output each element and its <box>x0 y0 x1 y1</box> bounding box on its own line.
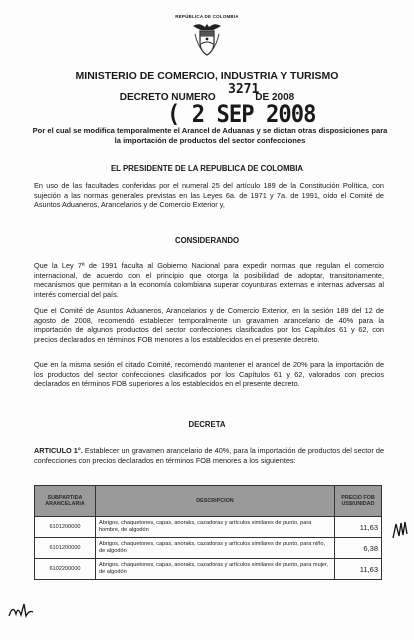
table-header-row <box>35 486 382 517</box>
header-subpartida: SUBPARTIDA ARANCELARIA <box>35 486 96 517</box>
tariff-table <box>34 485 382 580</box>
row-description: Abrigos, chaquetones, capas, anoraks, cazadoras y artículos similares de punto, para niño, de algodón <box>96 538 335 559</box>
row-code: 6102200000 <box>35 559 96 580</box>
article-1 <box>34 446 384 465</box>
table-row <box>35 538 382 559</box>
table-row <box>35 559 382 580</box>
decree-year: DE 2008 <box>255 92 295 103</box>
header-descripcion: DESCRIPCION <box>96 486 335 517</box>
header-precio: PRECIO FOB US$/UNIDAD <box>335 486 382 517</box>
considerando-paragraph-3: Que en la misma sesión el citado Comité, recomendó mantener el arancel de 20% para la importación de los productos del sector confecciones clasificados por los Capítulos 61 y 62, valorados con precios declarados en términos FOB superiores a los establecidos en el presente decreto. <box>34 360 384 389</box>
row-description: Abrigos, chaquetones, capas, anoraks, cazadoras y artículos similares de punto, para mujer, de algodón <box>96 559 335 580</box>
decree-prefix: DECRETO NUMERO <box>119 92 216 103</box>
handwritten-initial-mark <box>392 520 408 540</box>
decree-purpose: Por el cual se modifica temporalmente el Arancel de Aduanas y se dictan otras disposiciones para la importación de productos del sector confecciones <box>32 126 388 145</box>
table-row <box>35 517 382 538</box>
considerando-paragraph-1: Que la Ley 7ª de 1991 faculta al Gobierno Nacional para expedir normas que regulan el comercio internacional, de acuerdo con el principio que otorga la posibilidad de adoptar, transitoriamente, mecanismos que permitan a la economía colombiana superar coyunturas externas e internas adversas al interés comercial del país. <box>34 261 384 299</box>
row-price: 6,38 <box>335 538 382 559</box>
considerando-paragraph-2: Que el Comité de Asuntos Aduaneros, Arancelarios y de Comercio Exterior, en la sesión 189 del 12 de agosto de 2008, recomendó establecer temporalmente un gravamen arancelario de 40% para la importación de algunos productos del sector confecciones clasificados por los Capítulos 61 y 62, con precios declarados en términos FOB menores a los establecidos en el presente decreto. <box>34 306 384 344</box>
row-description: Abrigos, chaquetones, capas, anoraks, cazadoras y artículos similares de punto, para hombre, de algodón <box>96 517 335 538</box>
date-stamp: ( 2 SEP 2008 <box>167 100 316 128</box>
coat-of-arms-icon <box>191 22 223 58</box>
row-price: 11,63 <box>335 559 382 580</box>
decreta-heading: DECRETA <box>188 420 226 429</box>
decree-number: 3271 <box>228 82 260 97</box>
handwritten-initial-mark <box>8 600 34 620</box>
intro-paragraph: En uso de las facultades conferidas por el numeral 25 del artículo 189 de la Constitución Política, con sujeción a las normas generales previstas en las Leyes 6a. de 1971 y 7a. de 1991, oído el Comité de Asuntos Aduaneros, Arancelarios y de Comercio Exterior y, <box>34 181 384 210</box>
article-1-label: ARTICULO 1°. <box>34 446 83 455</box>
article-1-text: Establecer un gravamen arancelario de 40%, para la importación de productos del sector de confecciones con precios declarados en términos FOB menores a los siguientes: <box>34 446 385 465</box>
president-heading: EL PRESIDENTE DE LA REPUBLICA DE COLOMBIA <box>110 164 304 173</box>
republic-label: REPÚBLICA DE COLOMBIA <box>175 14 239 19</box>
considerando-heading: CONSIDERANDO <box>174 236 240 245</box>
ministry-title: MINISTERIO DE COMERCIO, INDUSTRIA Y TURISMO <box>75 70 339 82</box>
row-code: 6101200000 <box>35 538 96 559</box>
row-price: 11,63 <box>335 517 382 538</box>
row-code: 6101200000 <box>35 517 96 538</box>
